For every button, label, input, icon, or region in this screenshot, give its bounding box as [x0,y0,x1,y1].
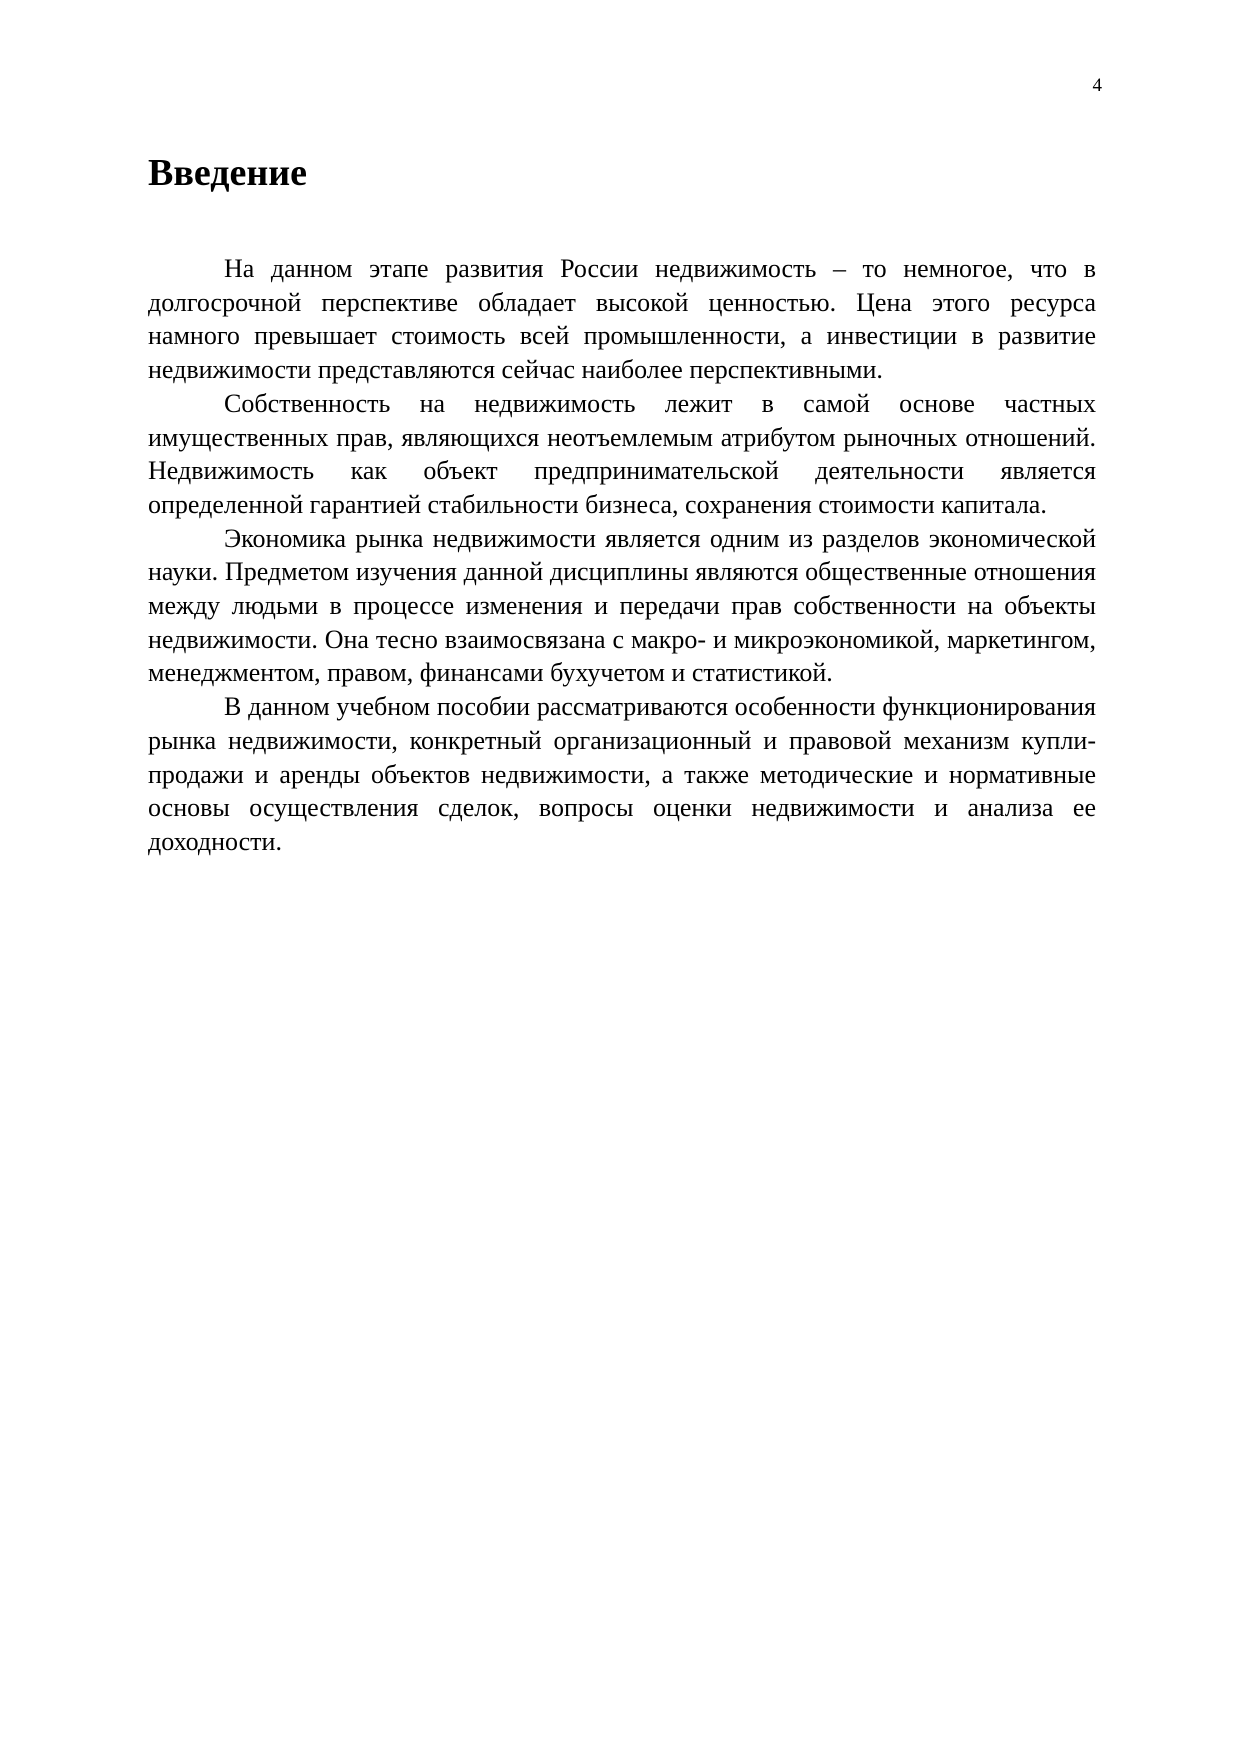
paragraph-1: На данном этапе развития России недвижимость – то немногое, что в долгосрочной перспективе обладает высокой ценностью. Цена этого ресурса намного превышает стоимость всей промышленности, а инвестиции в развитие недвижимости представляются сейчас наиболее перспективными. [148,254,1096,385]
paragraph-4: В данном учебном пособии рассматриваются особенности функционирования рынка недвижимости, конкретный организационный и правовой механизм купли-продажи и аренды объектов недвижимости, а также методические и нормативные основы осуществления сделок, вопросы оценки недвижимости и анализа ее доходности. [148,692,1096,856]
page-number: 4 [1092,75,1102,96]
paragraph-2: Собственность на недвижимость лежит в самой основе частных имущественных прав, являющихся неотъемлемым атрибутом рыночных отношений. Недвижимость как объект предпринимательской деятельности является определенной гарантией стабильности бизнеса, сохранения стоимости капитала. [148,388,1096,519]
page-title: Введение [148,152,307,194]
body-text [148,252,1096,859]
paragraph-3: Экономика рынка недвижимости является одним из разделов экономической науки. Предметом изучения данной дисциплины являются общественные отношения между людьми в процессе изменения и передачи прав собственности на объекты недвижимости. Она тесно взаимосвязана с макро- и микроэкономикой, маркетингом, менеджментом, правом, финансами бухучетом и статистикой. [148,523,1096,688]
